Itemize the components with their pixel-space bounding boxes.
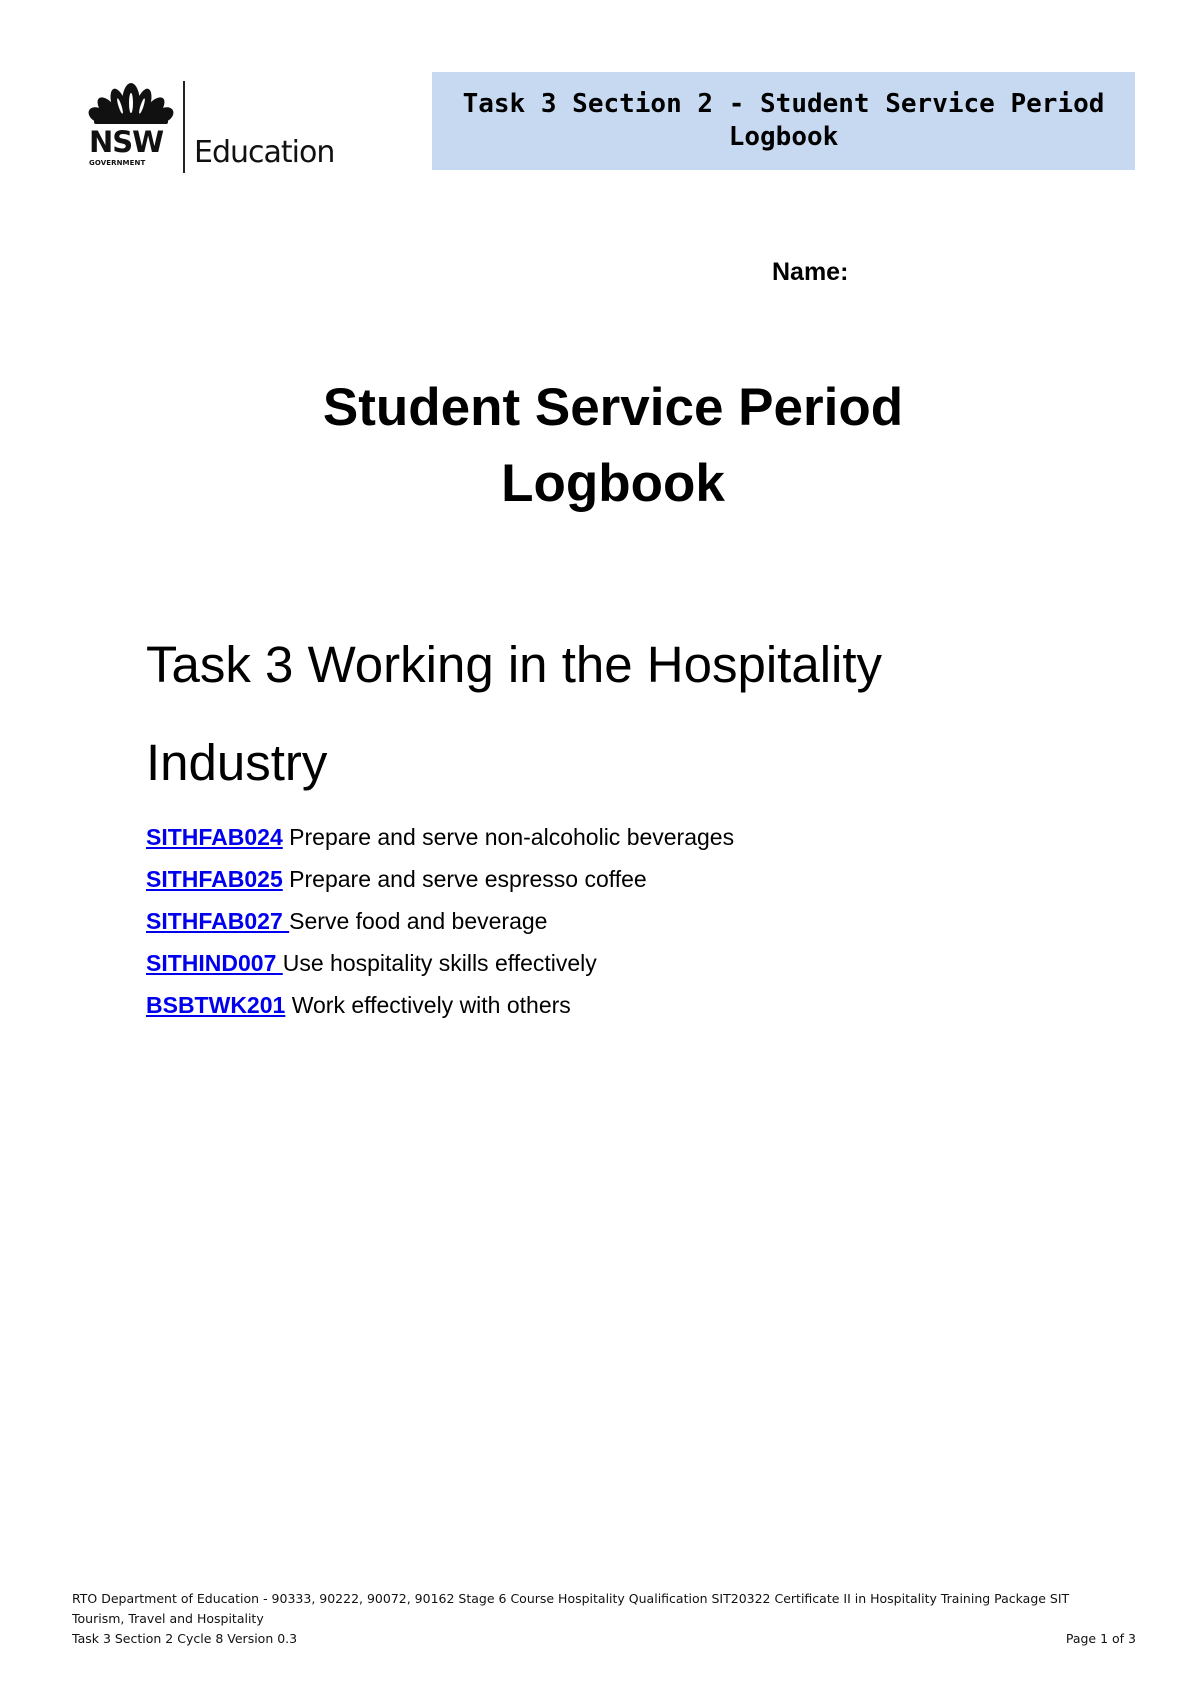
main-title xyxy=(0,370,1200,522)
logo-government-text: GOVERNMENT xyxy=(89,159,146,167)
header-title: Task 3 Section 2 - Student Service Period Logbook xyxy=(462,89,1105,152)
footer-version: Task 3 Section 2 Cycle 8 Version 0.3 xyxy=(72,1631,298,1646)
page-footer xyxy=(72,1589,1136,1649)
unit-code-link[interactable]: SITHFAB024 xyxy=(146,824,283,850)
list-item xyxy=(146,942,1126,984)
main-title-line-2: Logbook xyxy=(501,454,725,513)
waratah-flower-icon xyxy=(86,73,176,125)
unit-description: Prepare and serve espresso coffee xyxy=(282,866,647,892)
unit-description: Serve food and beverage xyxy=(289,908,548,934)
main-title-line-1: Student Service Period xyxy=(322,378,904,437)
name-label: Name: xyxy=(772,258,849,286)
list-item xyxy=(146,816,1126,858)
logo-education-text: Education xyxy=(194,135,335,170)
list-item xyxy=(146,858,1126,900)
footer-bottom-row xyxy=(72,1629,1136,1649)
unit-description: Prepare and serve non-alcoholic beverages xyxy=(282,824,735,850)
footer-page-number: Page 1 of 3 xyxy=(1065,1631,1136,1646)
logo-divider xyxy=(183,81,185,173)
unit-code-link[interactable]: SITHFAB025 xyxy=(146,866,283,892)
footer-line-2: Tourism, Travel and Hospitality xyxy=(72,1611,264,1626)
header-box xyxy=(432,72,1135,170)
task-title xyxy=(146,616,1126,812)
unit-list xyxy=(146,816,1126,1026)
list-item xyxy=(146,900,1126,942)
unit-code-link[interactable]: SITHIND007 xyxy=(146,950,283,976)
unit-description: Work effectively with others xyxy=(285,992,571,1018)
list-item xyxy=(146,984,1126,1026)
task-title-line-1: Task 3 Working in the Hospitality xyxy=(146,636,883,693)
unit-description: Use hospitality skills effectively xyxy=(282,950,597,976)
nsw-education-logo xyxy=(86,73,348,173)
logo-nsw-text: NSW xyxy=(89,125,164,159)
task-title-line-2: Industry xyxy=(146,734,328,791)
footer-line-1: RTO Department of Education - 90333, 90222, 90072, 90162 Stage 6 Course Hospitality Qualification SIT20322 Certificate II in Hospitality Training Package SIT xyxy=(72,1591,1070,1606)
unit-code-link[interactable]: SITHFAB027 xyxy=(146,908,290,934)
unit-code-link[interactable]: BSBTWK201 xyxy=(146,992,286,1018)
